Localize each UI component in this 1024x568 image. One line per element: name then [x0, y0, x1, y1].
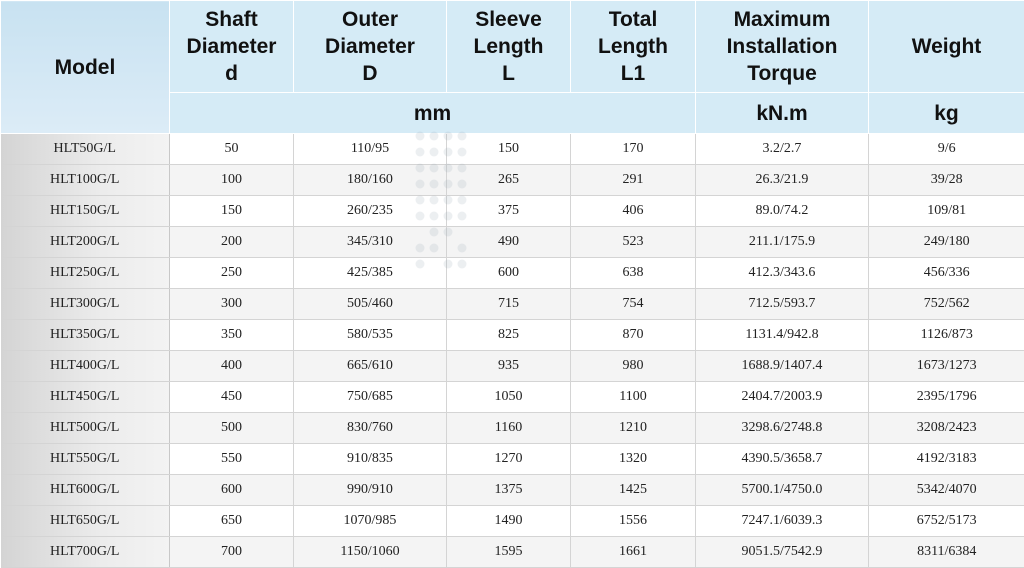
shaft-diameter-cell: 50: [170, 134, 294, 165]
header-line: Total: [609, 8, 658, 31]
header-line: L: [502, 62, 515, 85]
table-row: [1, 134, 1024, 165]
total-length-cell: 1556: [571, 506, 696, 537]
model-cell: HLT400G/L: [1, 351, 170, 382]
table-row: [1, 165, 1024, 196]
max-torque-cell: 3298.6/2748.8: [696, 413, 869, 444]
header-model: [1, 1, 170, 134]
sleeve-length-cell: 1375: [447, 475, 571, 506]
outer-diameter-cell: 425/385: [294, 258, 447, 289]
sleeve-length-cell: 825: [447, 320, 571, 351]
max-torque-cell: 211.1/175.9: [696, 227, 869, 258]
shaft-diameter-cell: 550: [170, 444, 294, 475]
total-length-cell: 1320: [571, 444, 696, 475]
header-line: Shaft: [205, 8, 258, 31]
shaft-diameter-cell: 450: [170, 382, 294, 413]
outer-diameter-cell: 750/685: [294, 382, 447, 413]
shaft-diameter-cell: 500: [170, 413, 294, 444]
outer-diameter-cell: 830/760: [294, 413, 447, 444]
total-length-cell: 291: [571, 165, 696, 196]
outer-diameter-cell: 180/160: [294, 165, 447, 196]
header-line: Installation: [727, 35, 838, 58]
table-row: [1, 382, 1024, 413]
table-row: [1, 351, 1024, 382]
model-cell: HLT250G/L: [1, 258, 170, 289]
weight-cell: 456/336: [869, 258, 1024, 289]
max-torque-cell: 9051.5/7542.9: [696, 537, 869, 568]
max-torque-cell: 1688.9/1407.4: [696, 351, 869, 382]
max-torque-cell: 4390.5/3658.7: [696, 444, 869, 475]
weight-cell: 3208/2423: [869, 413, 1024, 444]
shaft-diameter-cell: 650: [170, 506, 294, 537]
header-weight-label: Weight: [912, 35, 982, 58]
table-row: [1, 320, 1024, 351]
unit-length: mm: [170, 93, 696, 134]
weight-cell: 1126/873: [869, 320, 1024, 351]
sleeve-length-cell: 1050: [447, 382, 571, 413]
outer-diameter-cell: 990/910: [294, 475, 447, 506]
unit-torque: kN.m: [696, 93, 869, 134]
total-length-cell: 1661: [571, 537, 696, 568]
sleeve-length-cell: 375: [447, 196, 571, 227]
header-line: Length: [474, 35, 544, 58]
model-cell: HLT600G/L: [1, 475, 170, 506]
weight-cell: 9/6: [869, 134, 1024, 165]
sleeve-length-cell: 935: [447, 351, 571, 382]
unit-weight: kg: [869, 93, 1024, 134]
weight-cell: 6752/5173: [869, 506, 1024, 537]
max-torque-cell: 5700.1/4750.0: [696, 475, 869, 506]
outer-diameter-cell: 345/310: [294, 227, 447, 258]
max-torque-cell: 1131.4/942.8: [696, 320, 869, 351]
weight-cell: 249/180: [869, 227, 1024, 258]
sleeve-length-cell: 715: [447, 289, 571, 320]
max-torque-cell: 3.2/2.7: [696, 134, 869, 165]
model-cell: HLT150G/L: [1, 196, 170, 227]
table-row: [1, 506, 1024, 537]
shaft-diameter-cell: 100: [170, 165, 294, 196]
sleeve-length-cell: 265: [447, 165, 571, 196]
header-line: Length: [598, 35, 668, 58]
model-cell: HLT700G/L: [1, 537, 170, 568]
total-length-cell: 638: [571, 258, 696, 289]
weight-cell: 2395/1796: [869, 382, 1024, 413]
model-cell: HLT50G/L: [1, 134, 170, 165]
shaft-diameter-cell: 350: [170, 320, 294, 351]
header-max-torque: [696, 1, 869, 93]
header-line: Maximum: [734, 8, 831, 31]
total-length-cell: 523: [571, 227, 696, 258]
model-cell: HLT350G/L: [1, 320, 170, 351]
weight-cell: 4192/3183: [869, 444, 1024, 475]
total-length-cell: 870: [571, 320, 696, 351]
weight-cell: 109/81: [869, 196, 1024, 227]
table-row: [1, 537, 1024, 568]
model-cell: HLT200G/L: [1, 227, 170, 258]
total-length-cell: 1425: [571, 475, 696, 506]
total-length-cell: 406: [571, 196, 696, 227]
header-line: d: [225, 62, 238, 85]
table-row: [1, 413, 1024, 444]
model-cell: HLT550G/L: [1, 444, 170, 475]
table-row: [1, 227, 1024, 258]
weight-cell: 8311/6384: [869, 537, 1024, 568]
max-torque-cell: 2404.7/2003.9: [696, 382, 869, 413]
outer-diameter-cell: 580/535: [294, 320, 447, 351]
sleeve-length-cell: 1160: [447, 413, 571, 444]
total-length-cell: 754: [571, 289, 696, 320]
header-model-label: Model: [55, 56, 116, 79]
model-cell: HLT450G/L: [1, 382, 170, 413]
table-row: [1, 258, 1024, 289]
outer-diameter-cell: 665/610: [294, 351, 447, 382]
weight-cell: 1673/1273: [869, 351, 1024, 382]
header-total-length: [571, 1, 696, 93]
table-row: [1, 444, 1024, 475]
model-cell: HLT650G/L: [1, 506, 170, 537]
header-line: Torque: [747, 62, 817, 85]
sleeve-length-cell: 1595: [447, 537, 571, 568]
max-torque-cell: 7247.1/6039.3: [696, 506, 869, 537]
header-weight: [869, 1, 1024, 93]
max-torque-cell: 26.3/21.9: [696, 165, 869, 196]
model-cell: HLT500G/L: [1, 413, 170, 444]
max-torque-cell: 712.5/593.7: [696, 289, 869, 320]
shaft-diameter-cell: 150: [170, 196, 294, 227]
table-row: [1, 475, 1024, 506]
header-line: Sleeve: [475, 8, 542, 31]
max-torque-cell: 89.0/74.2: [696, 196, 869, 227]
table-body: [1, 134, 1024, 568]
outer-diameter-cell: 910/835: [294, 444, 447, 475]
header-line: D: [362, 62, 377, 85]
shaft-diameter-cell: 300: [170, 289, 294, 320]
outer-diameter-cell: 1070/985: [294, 506, 447, 537]
shaft-diameter-cell: 250: [170, 258, 294, 289]
table-row: [1, 196, 1024, 227]
header-shaft-diameter: [170, 1, 294, 93]
header-line: L1: [621, 62, 646, 85]
header-line: Diameter: [325, 35, 415, 58]
header-line: Outer: [342, 8, 398, 31]
max-torque-cell: 412.3/343.6: [696, 258, 869, 289]
total-length-cell: 1210: [571, 413, 696, 444]
shaft-diameter-cell: 600: [170, 475, 294, 506]
weight-cell: 5342/4070: [869, 475, 1024, 506]
outer-diameter-cell: 110/95: [294, 134, 447, 165]
sleeve-length-cell: 600: [447, 258, 571, 289]
total-length-cell: 1100: [571, 382, 696, 413]
outer-diameter-cell: 260/235: [294, 196, 447, 227]
model-cell: HLT100G/L: [1, 165, 170, 196]
sleeve-length-cell: 1270: [447, 444, 571, 475]
weight-cell: 752/562: [869, 289, 1024, 320]
shaft-diameter-cell: 400: [170, 351, 294, 382]
sleeve-length-cell: 490: [447, 227, 571, 258]
model-cell: HLT300G/L: [1, 289, 170, 320]
shaft-diameter-cell: 200: [170, 227, 294, 258]
sleeve-length-cell: 150: [447, 134, 571, 165]
header-outer-diameter: [294, 1, 447, 93]
sleeve-length-cell: 1490: [447, 506, 571, 537]
shaft-diameter-cell: 700: [170, 537, 294, 568]
outer-diameter-cell: 1150/1060: [294, 537, 447, 568]
weight-cell: 39/28: [869, 165, 1024, 196]
total-length-cell: 170: [571, 134, 696, 165]
table-row: [1, 289, 1024, 320]
header-row: [1, 1, 1024, 93]
outer-diameter-cell: 505/460: [294, 289, 447, 320]
header-sleeve-length: [447, 1, 571, 93]
header-line: Diameter: [187, 35, 277, 58]
total-length-cell: 980: [571, 351, 696, 382]
